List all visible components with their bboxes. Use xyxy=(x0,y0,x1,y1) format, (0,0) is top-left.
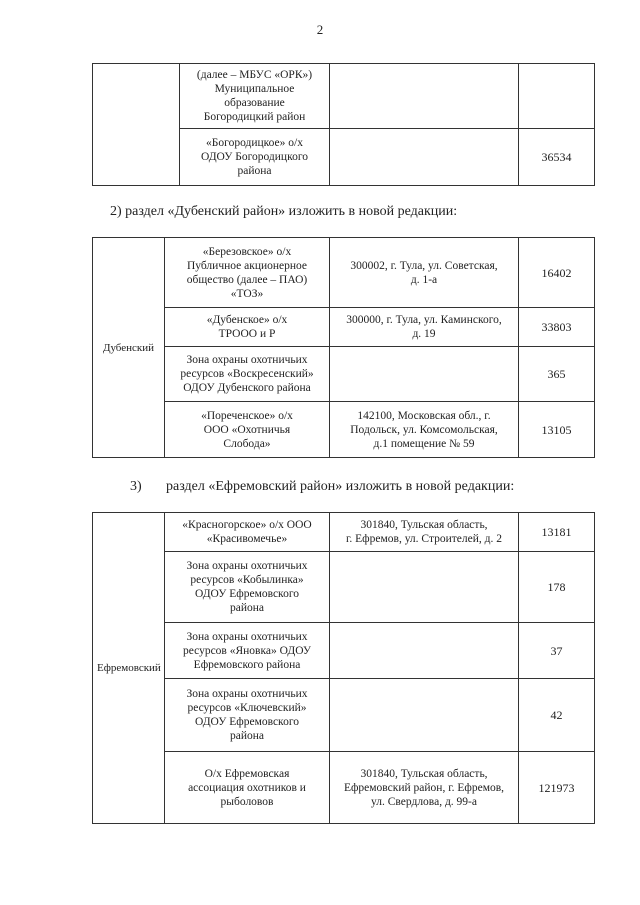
table-row xyxy=(93,64,595,129)
address-cell xyxy=(330,347,519,402)
table-efremovsky xyxy=(92,512,595,824)
section-heading-number: 3) xyxy=(130,479,142,494)
hunting-ground-name: «Богородицкое» о/х ОДОУ Богородицкого района xyxy=(180,129,330,186)
area-cell: 42 xyxy=(519,679,595,752)
area-cell: 178 xyxy=(519,552,595,623)
hunting-ground-name: «Пореченское» о/х ООО «Охотничья Слобода» xyxy=(165,402,330,458)
hunting-ground-name: Зона охраны охотничьих ресурсов «Ключевский» ОДОУ Ефремовского района xyxy=(165,679,330,752)
address-cell xyxy=(330,679,519,752)
address-cell: 300002, г. Тула, ул. Советская, д. 1-а xyxy=(330,238,519,308)
table-row xyxy=(93,347,595,402)
address-cell xyxy=(330,64,519,129)
hunting-ground-name: Зона охраны охотничьих ресурсов «Кобылинка» ОДОУ Ефремовского района xyxy=(165,552,330,623)
area-cell: 36534 xyxy=(519,129,595,186)
address-cell: 301840, Тульская область, г. Ефремов, ул. Строителей, д. 2 xyxy=(330,513,519,552)
table-row xyxy=(93,752,595,824)
area-cell: 37 xyxy=(519,623,595,679)
address-cell xyxy=(330,552,519,623)
table-row xyxy=(93,402,595,458)
section-heading-efremovsky: раздел «Ефремовский район» изложить в новой редакции: xyxy=(166,479,515,494)
table-dubensky xyxy=(92,237,595,458)
address-cell: 301840, Тульская область, Ефремовский район, г. Ефремов, ул. Свердлова, д. 99-а xyxy=(330,752,519,824)
address-cell: 300000, г. Тула, ул. Каминского, д. 19 xyxy=(330,308,519,347)
address-cell xyxy=(330,129,519,186)
area-cell: 13105 xyxy=(519,402,595,458)
hunting-ground-name: «Красногорское» о/х ООО «Красивомечье» xyxy=(165,513,330,552)
region-cell: Ефремовский xyxy=(93,513,165,824)
area-cell: 16402 xyxy=(519,238,595,308)
table-bogoroditsky xyxy=(92,63,595,186)
area-cell: 13181 xyxy=(519,513,595,552)
table-row xyxy=(93,513,595,552)
table-row xyxy=(93,552,595,623)
area-cell xyxy=(519,64,595,129)
area-cell: 121973 xyxy=(519,752,595,824)
hunting-ground-name: «Березовское» о/х Публичное акционерное общество (далее – ПАО) «ТОЗ» xyxy=(165,238,330,308)
hunting-ground-name: (далее – МБУС «ОРК») Муниципальное образование Богородицкий район xyxy=(180,64,330,129)
region-cell xyxy=(93,64,180,186)
hunting-ground-name: О/х Ефремовская ассоциация охотников и рыболовов xyxy=(165,752,330,824)
area-cell: 365 xyxy=(519,347,595,402)
hunting-ground-name: Зона охраны охотничьих ресурсов «Яновка» ОДОУ Ефремовского района xyxy=(165,623,330,679)
region-cell: Дубенский xyxy=(93,238,165,458)
section-heading-dubensky: 2) раздел «Дубенский район» изложить в новой редакции: xyxy=(110,204,458,219)
table-row xyxy=(93,308,595,347)
hunting-ground-name: Зона охраны охотничьих ресурсов «Воскресенский» ОДОУ Дубенского района xyxy=(165,347,330,402)
table-row xyxy=(93,623,595,679)
page-number: 2 xyxy=(316,22,324,37)
table-row xyxy=(93,238,595,308)
table-row xyxy=(93,679,595,752)
address-cell: 142100, Московская обл., г. Подольск, ул. Комсомольская, д.1 помещение № 59 xyxy=(330,402,519,458)
hunting-ground-name: «Дубенское» о/х ТРООО и Р xyxy=(165,308,330,347)
address-cell xyxy=(330,623,519,679)
area-cell: 33803 xyxy=(519,308,595,347)
